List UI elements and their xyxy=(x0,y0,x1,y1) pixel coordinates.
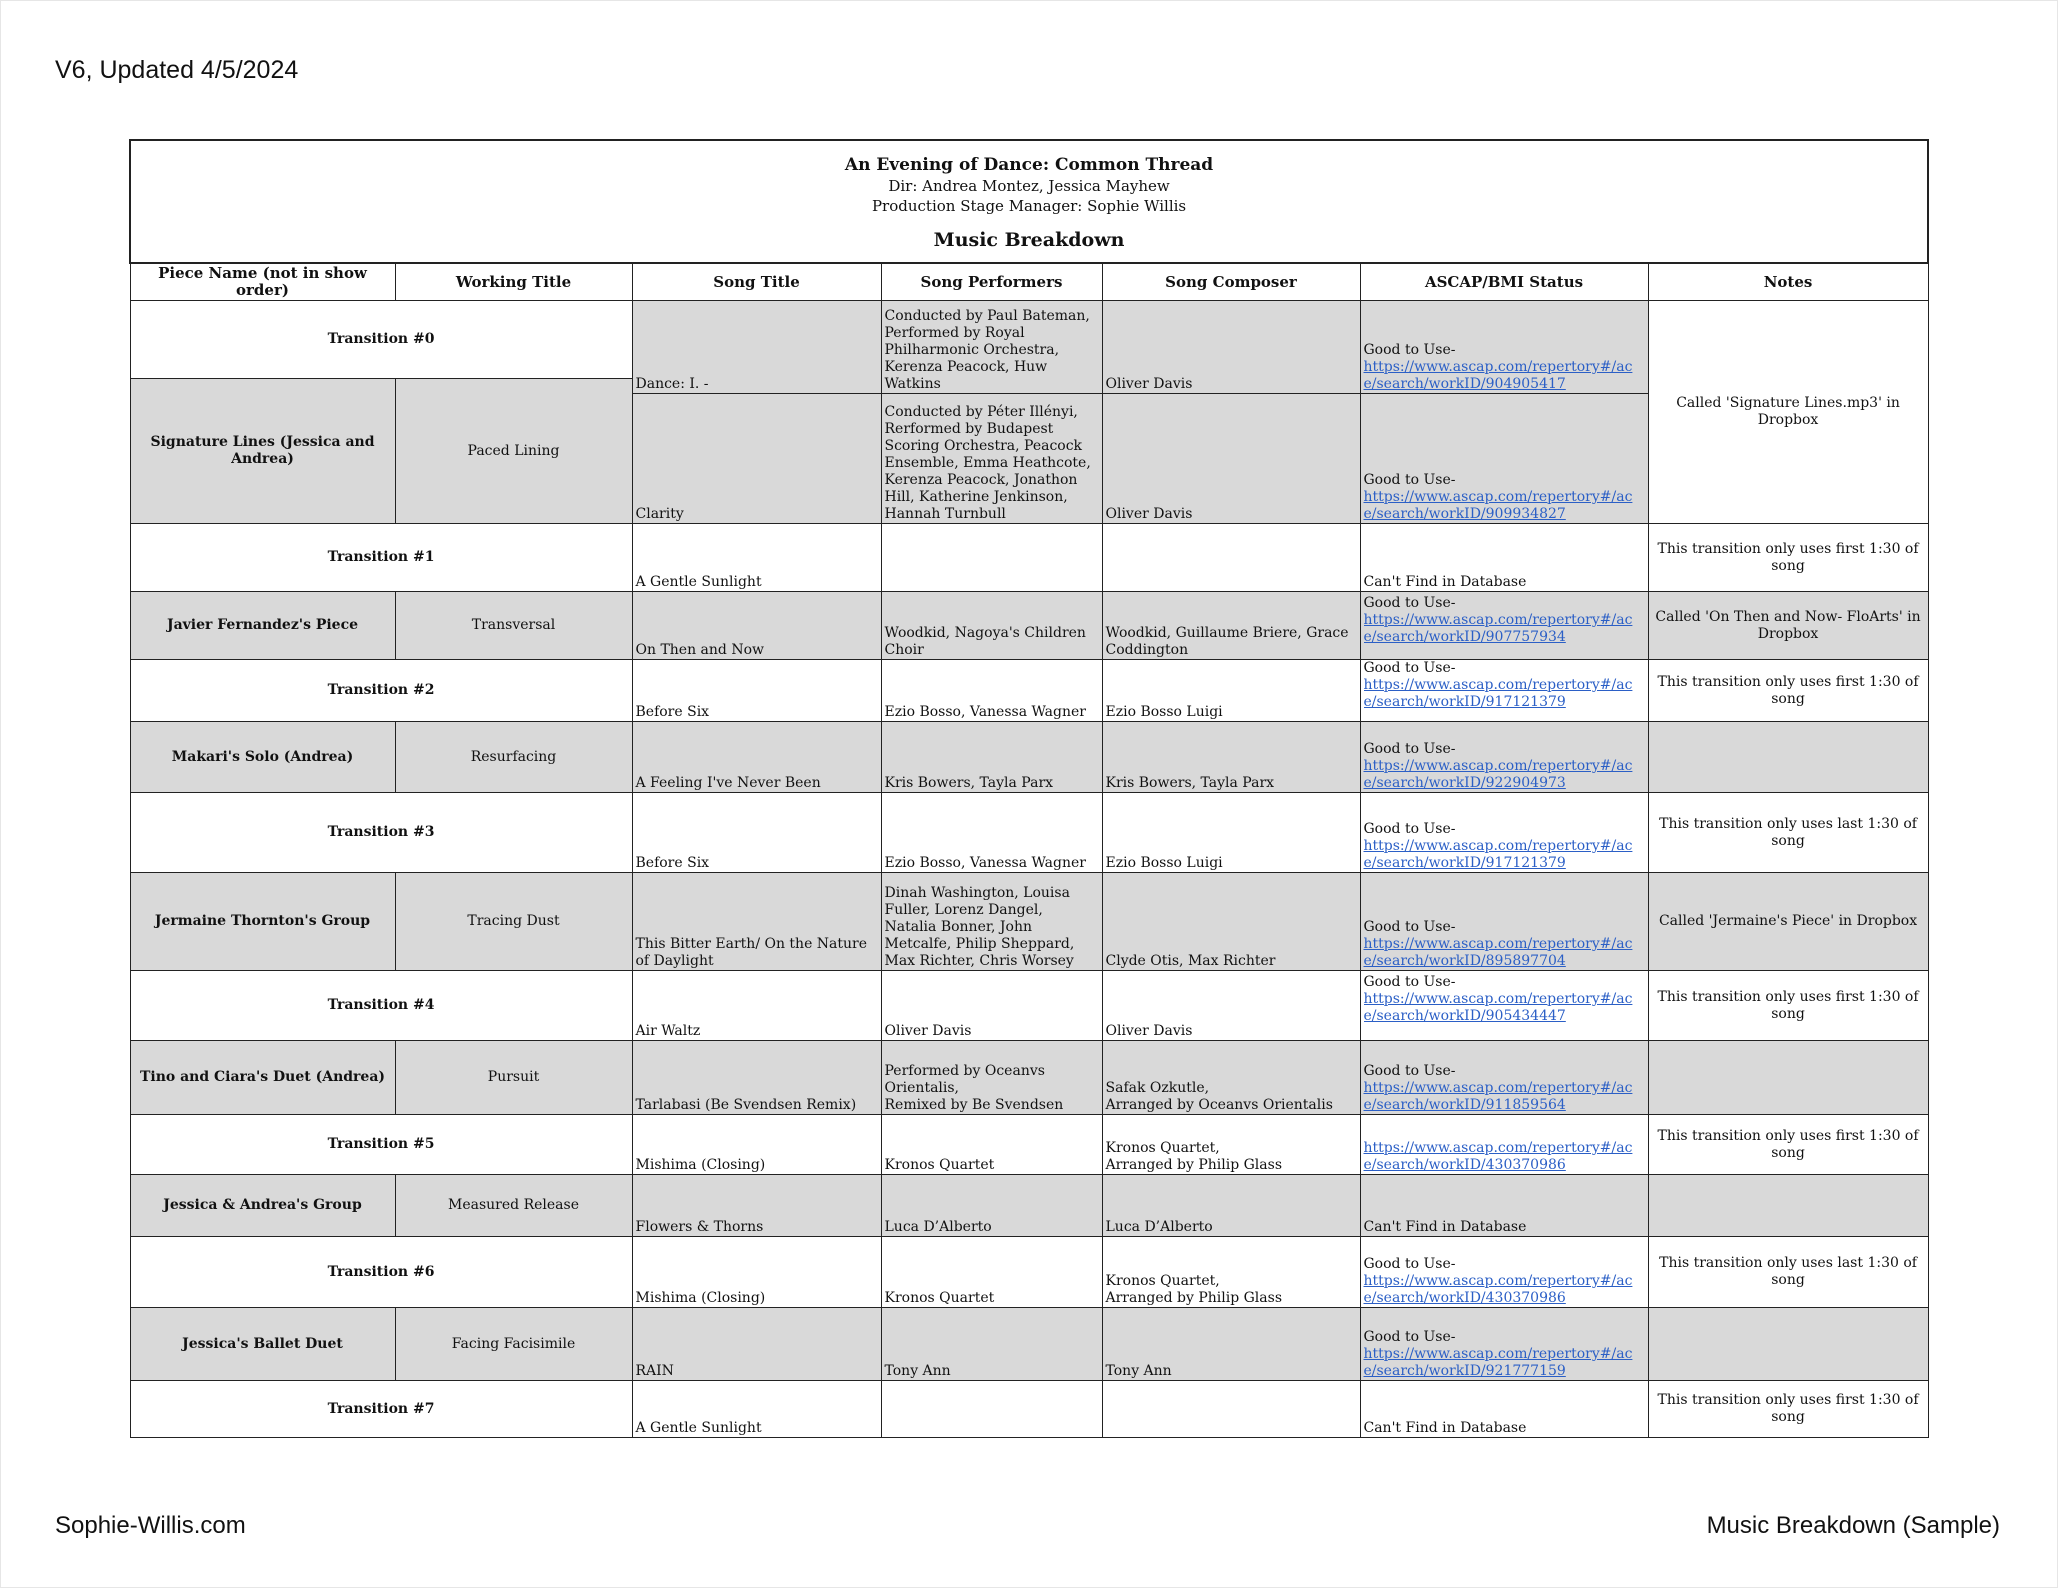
piece-name: Jessica & Andrea's Group xyxy=(130,1175,395,1237)
ascap-link[interactable]: https://www.ascap.com/repertory#/ace/search/workID/909934827 xyxy=(1363,489,1633,522)
song-title: Mishima (Closing) xyxy=(632,1115,881,1175)
song-performers: Oliver Davis xyxy=(881,971,1102,1041)
ascap-link[interactable]: https://www.ascap.com/repertory#/ace/search/workID/917121379 xyxy=(1363,838,1633,871)
ascap-link[interactable]: https://www.ascap.com/repertory#/ace/search/workID/895897704 xyxy=(1363,936,1633,969)
music-breakdown-table xyxy=(129,139,1929,1438)
table-row xyxy=(130,971,1928,1041)
table-row xyxy=(130,301,1928,379)
song-title: A Feeling I've Never Been xyxy=(632,722,881,793)
table-row xyxy=(130,524,1928,592)
song-title: Flowers & Thorns xyxy=(632,1175,881,1237)
notes: This transition only uses first 1:30 of song xyxy=(1648,660,1928,722)
piece-name: Transition #1 xyxy=(130,524,632,592)
song-composer: Clyde Otis, Max Richter xyxy=(1102,873,1360,971)
version-label: V6, Updated 4/5/2024 xyxy=(55,56,299,84)
status-text: Good to Use- xyxy=(1363,1063,1456,1079)
piece-name: Transition #3 xyxy=(130,793,632,873)
section-title: Music Breakdown xyxy=(933,229,1125,251)
footer-doc-title: Music Breakdown (Sample) xyxy=(1706,1512,2000,1539)
song-performers: Conducted by Paul Bateman, Performed by Royal Philharmonic Orchestra, Kerenza Peacock, Huw Watkins xyxy=(881,301,1102,394)
song-composer xyxy=(1102,1041,1360,1115)
ascap-status xyxy=(1360,1115,1648,1175)
piece-name: Transition #4 xyxy=(130,971,632,1041)
table-row xyxy=(130,1308,1928,1381)
song-composer: Oliver Davis xyxy=(1102,301,1360,394)
song-performers: Dinah Washington, Louisa Fuller, Lorenz Dangel, Natalia Bonner, John Metcalfe, Philip Sheppard, Max Richter, Chris Worsey xyxy=(881,873,1102,971)
piece-name: Transition #7 xyxy=(130,1381,632,1438)
song-performers: Ezio Bosso, Vanessa Wagner xyxy=(881,660,1102,722)
notes xyxy=(1648,722,1928,793)
notes: This transition only uses first 1:30 of song xyxy=(1648,1381,1928,1438)
song-composer xyxy=(1102,524,1360,592)
composer-line: Kronos Quartet, xyxy=(1105,1140,1220,1156)
song-title: On Then and Now xyxy=(632,592,881,660)
table-row xyxy=(130,793,1928,873)
status-text: Good to Use- xyxy=(1363,595,1456,611)
song-performers xyxy=(881,1381,1102,1438)
song-title: Dance: I. - xyxy=(632,301,881,394)
ascap-status: Can't Find in Database xyxy=(1360,1381,1648,1438)
performers-line: Performed by Oceanvs Orientalis, xyxy=(884,1063,1045,1096)
song-composer: Tony Ann xyxy=(1102,1308,1360,1381)
col-song-composer: Song Composer xyxy=(1102,263,1360,301)
notes xyxy=(1648,1308,1928,1381)
song-composer: Woodkid, Guillaume Briere, Grace Coddington xyxy=(1102,592,1360,660)
table-row xyxy=(130,592,1928,660)
ascap-status xyxy=(1360,301,1648,394)
song-performers xyxy=(881,1041,1102,1115)
composer-line: Arranged by Philip Glass xyxy=(1105,1157,1282,1173)
ascap-link[interactable]: https://www.ascap.com/repertory#/ace/search/workID/922904973 xyxy=(1363,758,1633,791)
footer-website: Sophie-Willis.com xyxy=(55,1512,246,1539)
table-row xyxy=(130,1115,1928,1175)
song-performers: Tony Ann xyxy=(881,1308,1102,1381)
song-title: Air Waltz xyxy=(632,971,881,1041)
notes: This transition only uses last 1:30 of song xyxy=(1648,1237,1928,1308)
song-composer xyxy=(1102,1115,1360,1175)
ascap-status xyxy=(1360,1308,1648,1381)
song-performers: Kronos Quartet xyxy=(881,1237,1102,1308)
piece-name: Transition #2 xyxy=(130,660,632,722)
ascap-status xyxy=(1360,1041,1648,1115)
ascap-status: Can't Find in Database xyxy=(1360,1175,1648,1237)
song-performers: Conducted by Péter Illényi, Rerformed by Budapest Scoring Orchestra, Peacock Ensemble, Emma Heathcote, Kerenza Peacock, Jonathon Hill, Katherine Jenkinson, Hannah Turnbull xyxy=(881,394,1102,524)
col-piece-name: Piece Name (not in show order) xyxy=(130,263,395,301)
ascap-link[interactable]: https://www.ascap.com/repertory#/ace/search/workID/430370986 xyxy=(1363,1273,1633,1306)
song-performers: Woodkid, Nagoya's Children Choir xyxy=(881,592,1102,660)
status-text: Good to Use- xyxy=(1363,472,1456,488)
song-performers: Kris Bowers, Tayla Parx xyxy=(881,722,1102,793)
song-composer: Oliver Davis xyxy=(1102,394,1360,524)
ascap-status xyxy=(1360,1237,1648,1308)
status-text: Good to Use- xyxy=(1363,741,1456,757)
performers-line: Remixed by Be Svendsen xyxy=(884,1097,1064,1113)
psm-line: Production Stage Manager: Sophie Willis xyxy=(871,197,1187,215)
ascap-status xyxy=(1360,793,1648,873)
working-title: Facing Facisimile xyxy=(395,1308,632,1381)
ascap-link[interactable]: https://www.ascap.com/repertory#/ace/search/workID/917121379 xyxy=(1363,677,1633,710)
table-row xyxy=(130,1041,1928,1115)
piece-name: Javier Fernandez's Piece xyxy=(130,592,395,660)
table-row xyxy=(130,1381,1928,1438)
working-title: Paced Lining xyxy=(395,379,632,524)
status-text: Good to Use- xyxy=(1363,974,1456,990)
notes xyxy=(1648,1041,1928,1115)
ascap-link[interactable]: https://www.ascap.com/repertory#/ace/search/workID/430370986 xyxy=(1363,1140,1633,1173)
song-composer: Kris Bowers, Tayla Parx xyxy=(1102,722,1360,793)
notes: This transition only uses first 1:30 of song xyxy=(1648,524,1928,592)
table-row xyxy=(130,873,1928,971)
song-title: Before Six xyxy=(632,793,881,873)
ascap-status xyxy=(1360,394,1648,524)
col-song-title: Song Title xyxy=(632,263,881,301)
directors-line: Dir: Andrea Montez, Jessica Mayhew xyxy=(888,177,1170,195)
ascap-link[interactable]: https://www.ascap.com/repertory#/ace/search/workID/907757934 xyxy=(1363,612,1633,645)
ascap-status xyxy=(1360,660,1648,722)
song-composer: Oliver Davis xyxy=(1102,971,1360,1041)
notes: This transition only uses last 1:30 of song xyxy=(1648,793,1928,873)
table-row xyxy=(130,1175,1928,1237)
piece-name: Transition #6 xyxy=(130,1237,632,1308)
title-block xyxy=(130,140,1928,263)
status-text: Good to Use- xyxy=(1363,660,1456,676)
song-composer xyxy=(1102,1381,1360,1438)
song-performers: Kronos Quartet xyxy=(881,1115,1102,1175)
working-title: Measured Release xyxy=(395,1175,632,1237)
working-title: Tracing Dust xyxy=(395,873,632,971)
song-title: Mishima (Closing) xyxy=(632,1237,881,1308)
song-composer: Luca D’Alberto xyxy=(1102,1175,1360,1237)
song-performers xyxy=(881,524,1102,592)
status-text: Good to Use- xyxy=(1363,821,1456,837)
status-text: Good to Use- xyxy=(1363,1329,1456,1345)
ascap-link[interactable]: https://www.ascap.com/repertory#/ace/search/workID/911859564 xyxy=(1363,1080,1633,1113)
ascap-status xyxy=(1360,971,1648,1041)
col-song-performers: Song Performers xyxy=(881,263,1102,301)
notes xyxy=(1648,1175,1928,1237)
column-header-row xyxy=(130,263,1928,301)
piece-name: Transition #0 xyxy=(130,301,632,379)
notes: Called 'On Then and Now- FloArts' in Dropbox xyxy=(1648,592,1928,660)
working-title: Pursuit xyxy=(395,1041,632,1115)
show-title: An Evening of Dance: Common Thread xyxy=(844,155,1214,175)
col-notes: Notes xyxy=(1648,263,1928,301)
piece-name: Jermaine Thornton's Group xyxy=(130,873,395,971)
piece-name: Signature Lines (Jessica and Andrea) xyxy=(130,379,395,524)
piece-name: Jessica's Ballet Duet xyxy=(130,1308,395,1381)
song-performers: Ezio Bosso, Vanessa Wagner xyxy=(881,793,1102,873)
status-text: Good to Use- xyxy=(1363,1256,1456,1272)
notes: Called 'Signature Lines.mp3' in Dropbox xyxy=(1648,301,1928,524)
song-title: A Gentle Sunlight xyxy=(632,524,881,592)
ascap-status xyxy=(1360,873,1648,971)
notes: This transition only uses first 1:30 of song xyxy=(1648,971,1928,1041)
composer-line: Safak Ozkutle, xyxy=(1105,1080,1210,1096)
song-title: Clarity xyxy=(632,394,881,524)
status-text: Good to Use- xyxy=(1363,342,1456,358)
working-title: Resurfacing xyxy=(395,722,632,793)
ascap-link[interactable]: https://www.ascap.com/repertory#/ace/search/workID/904905417 xyxy=(1363,359,1633,392)
song-title: Tarlabasi (Be Svendsen Remix) xyxy=(632,1041,881,1115)
song-composer: Ezio Bosso Luigi xyxy=(1102,793,1360,873)
table-row xyxy=(130,660,1928,722)
composer-line: Arranged by Philip Glass xyxy=(1105,1290,1282,1306)
song-performers: Luca D’Alberto xyxy=(881,1175,1102,1237)
song-title: This Bitter Earth/ On the Nature of Daylight xyxy=(632,873,881,971)
composer-line: Kronos Quartet, xyxy=(1105,1273,1220,1289)
song-title: Before Six xyxy=(632,660,881,722)
table-row xyxy=(130,1237,1928,1308)
song-composer xyxy=(1102,1237,1360,1308)
ascap-link[interactable]: https://www.ascap.com/repertory#/ace/search/workID/921777159 xyxy=(1363,1346,1633,1379)
ascap-link[interactable]: https://www.ascap.com/repertory#/ace/search/workID/905434447 xyxy=(1363,991,1633,1024)
song-title: A Gentle Sunlight xyxy=(632,1381,881,1438)
piece-name: Makari's Solo (Andrea) xyxy=(130,722,395,793)
col-ascap-status: ASCAP/BMI Status xyxy=(1360,263,1648,301)
piece-name: Transition #5 xyxy=(130,1115,632,1175)
piece-name: Tino and Ciara's Duet (Andrea) xyxy=(130,1041,395,1115)
song-composer: Ezio Bosso Luigi xyxy=(1102,660,1360,722)
notes: Called 'Jermaine's Piece' in Dropbox xyxy=(1648,873,1928,971)
ascap-status: Can't Find in Database xyxy=(1360,524,1648,592)
ascap-status xyxy=(1360,722,1648,793)
status-text: Good to Use- xyxy=(1363,919,1456,935)
song-title: RAIN xyxy=(632,1308,881,1381)
col-working-title: Working Title xyxy=(395,263,632,301)
working-title: Transversal xyxy=(395,592,632,660)
ascap-status xyxy=(1360,592,1648,660)
table-row xyxy=(130,722,1928,793)
notes: This transition only uses first 1:30 of song xyxy=(1648,1115,1928,1175)
composer-line: Arranged by Oceanvs Orientalis xyxy=(1105,1097,1333,1113)
